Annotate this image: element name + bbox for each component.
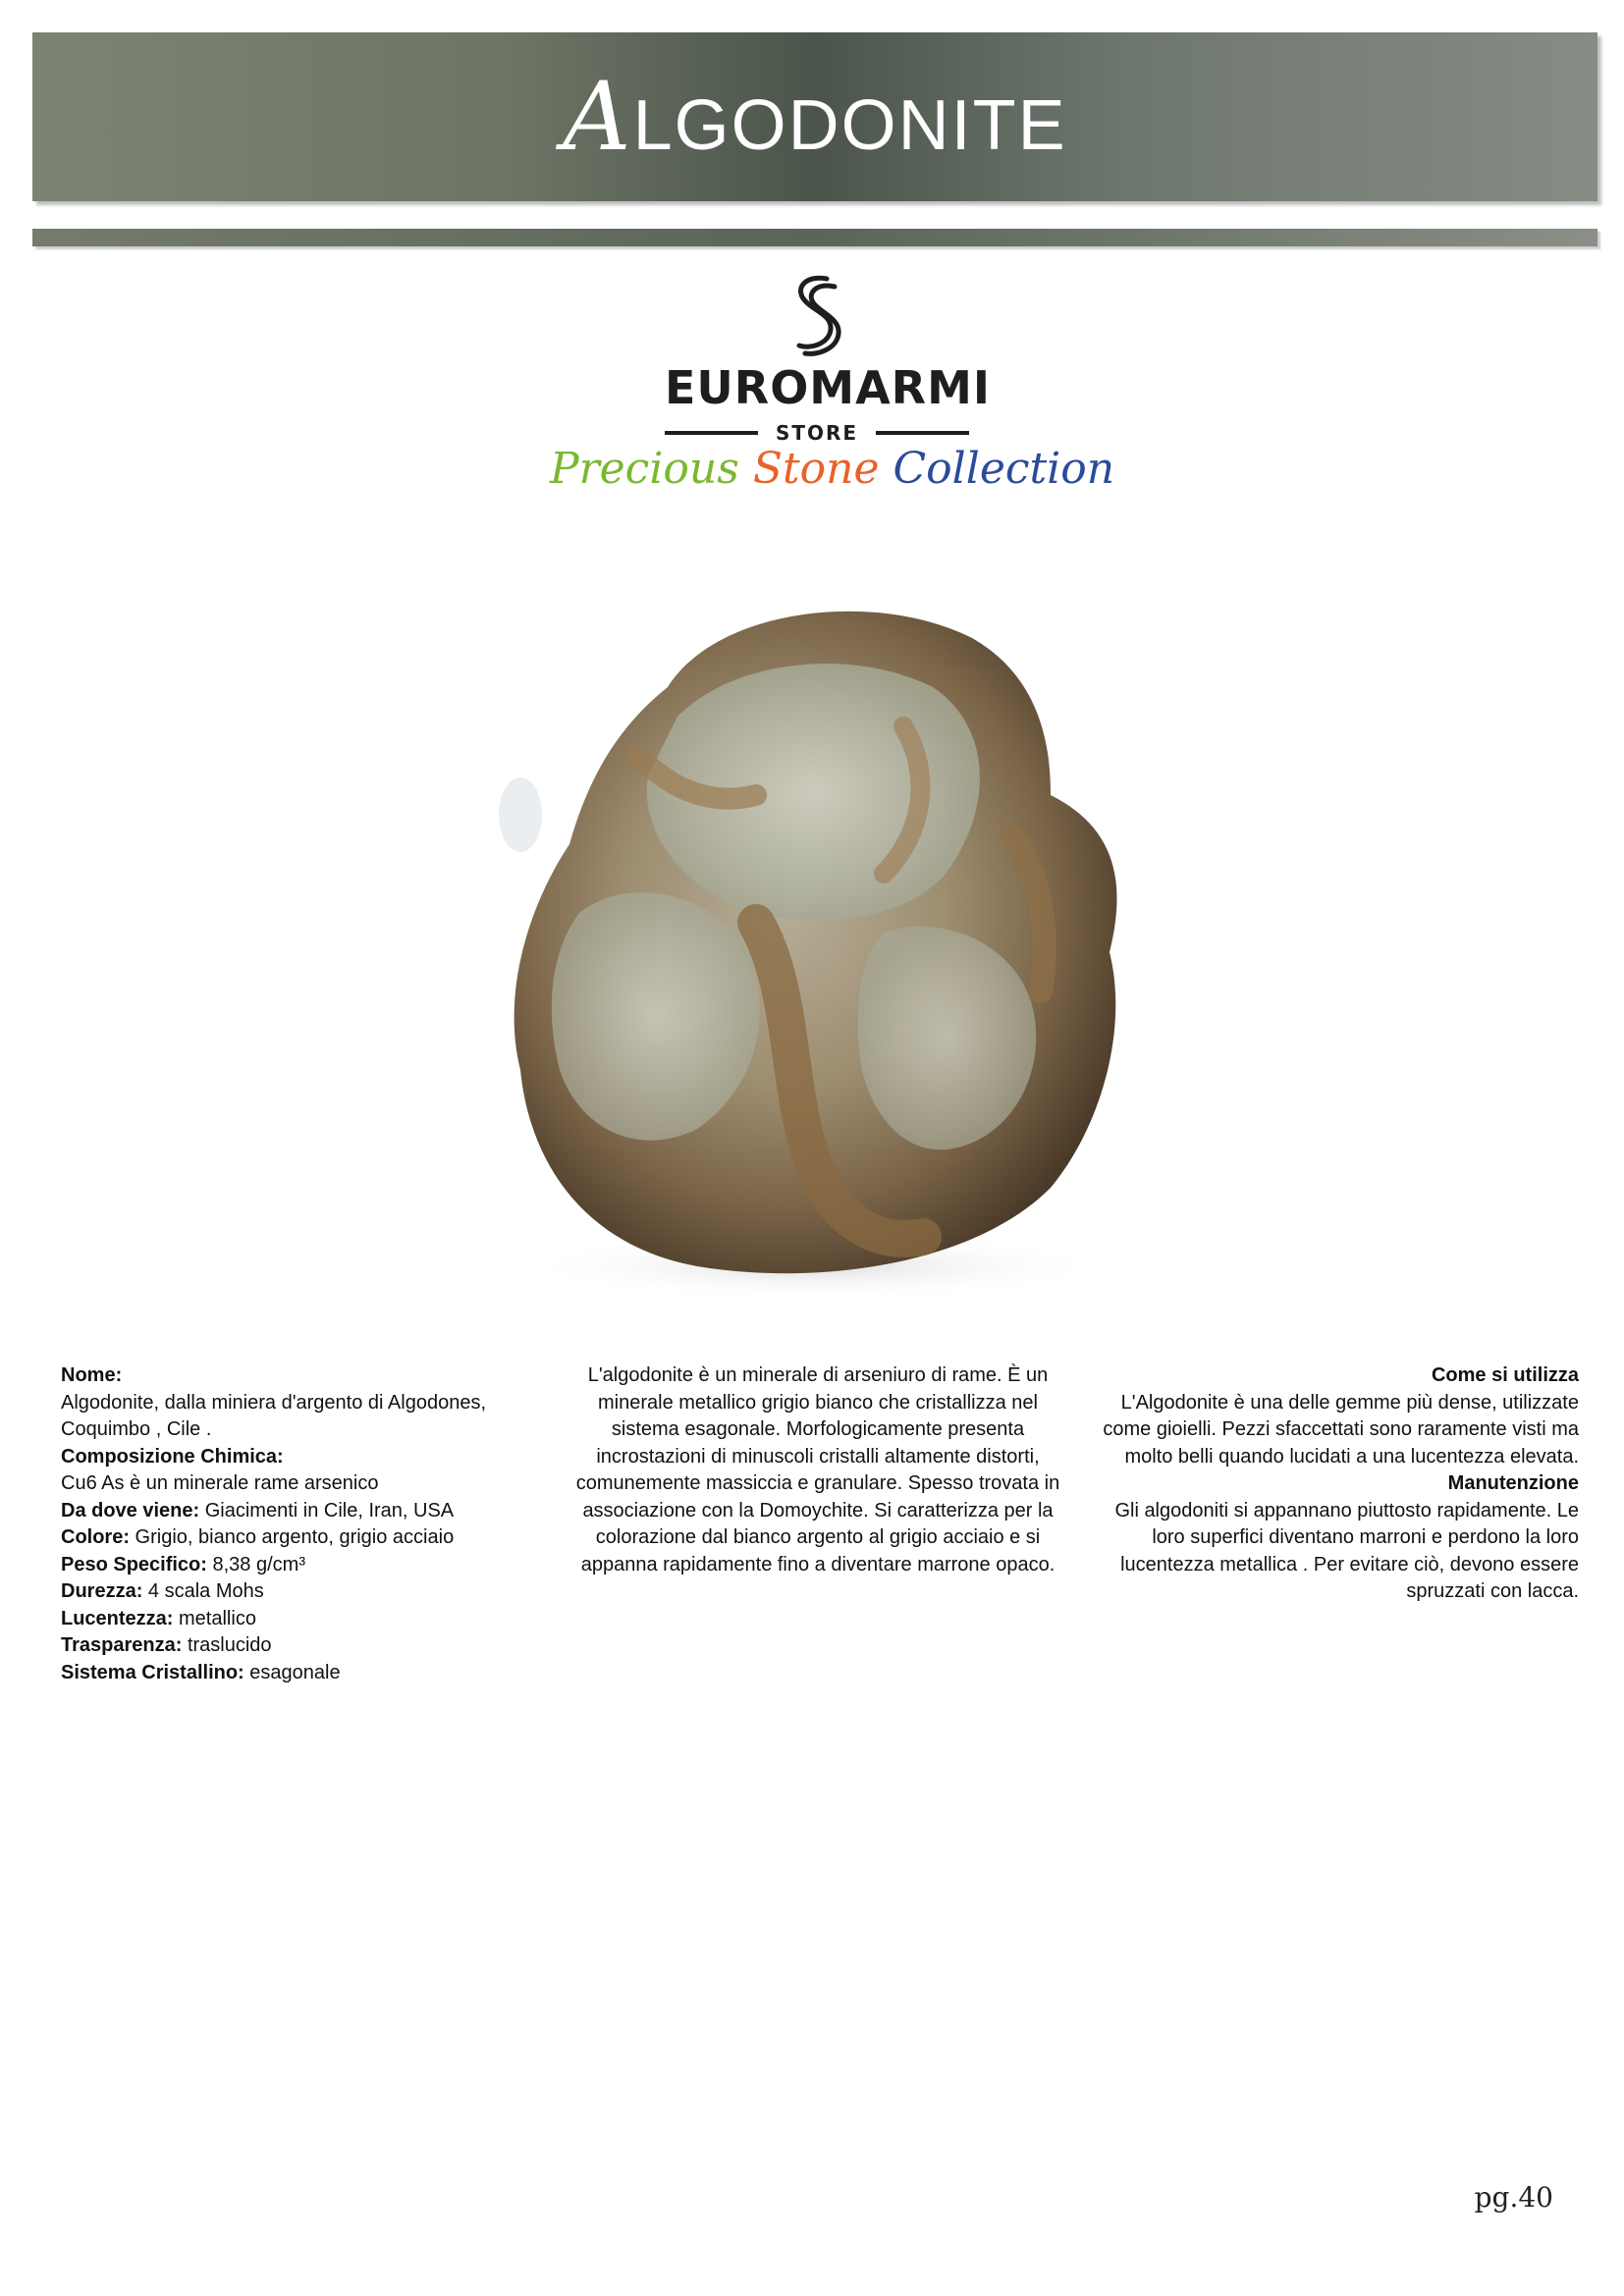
page-title xyxy=(32,32,1597,201)
spec-peso-value: 8,38 g/cm³ xyxy=(206,1553,305,1575)
spec-provenienza-value: Giacimenti in Cile, Iran, USA xyxy=(199,1499,455,1522)
spec-composizione-value: Cu6 As è un minerale rame arsenico xyxy=(61,1472,379,1494)
spec-peso xyxy=(61,1552,552,1579)
spec-durezza-label: Durezza: xyxy=(61,1580,143,1602)
specs-column xyxy=(61,1362,552,1686)
page-number: pg.40 xyxy=(1474,2181,1553,2214)
description-column xyxy=(568,1362,1068,1578)
brand-name: EUROMARMI xyxy=(665,361,991,414)
spec-colore-value: Grigio, bianco argento, grigio acciaio xyxy=(130,1526,455,1548)
logo-s-icon xyxy=(787,273,846,356)
spec-composizione-label: Composizione Chimica: xyxy=(61,1445,284,1468)
spec-provenienza xyxy=(61,1498,552,1525)
description-text: L'algodonite è un minerale di arseniuro di rame. È un minerale metallico grigio bianco che cristallizza nel sistema esagonale. Morfologicamente presenta incrostazioni di minuscoli cristalli altamente distorti, comunemente massiccia e granulare. Spesso trovata in associazione con la Domoychite. Si caratterizza per la colorazione dal bianco argento al grigio acciaio e si appanna rapidamente fino a diventare marrone opaco. xyxy=(575,1364,1060,1575)
page-title-rest: LGODONITE xyxy=(632,86,1067,165)
collection-word-collection: Collection xyxy=(893,444,1115,494)
spec-colore xyxy=(61,1524,552,1552)
store-label: STORE xyxy=(775,421,859,445)
spec-durezza-value: 4 scala Mohs xyxy=(142,1580,264,1602)
collection-word-stone: Stone xyxy=(752,444,880,494)
usage-text: L'Algodonite è una delle gemme più dense, utilizzate come gioielli. Pezzi sfaccettati sono raramente visti ma molto belli quando lucidati a una lucentezza elevata. xyxy=(1103,1391,1579,1468)
spec-colore-label: Colore: xyxy=(61,1526,130,1548)
collection-tagline xyxy=(550,444,1115,494)
divider-band xyxy=(32,229,1597,246)
spec-durezza xyxy=(61,1578,552,1606)
spec-trasparenza-label: Trasparenza: xyxy=(61,1634,183,1656)
spec-sistema-value: esagonale xyxy=(244,1661,341,1683)
spec-sistema-label: Sistema Cristallino: xyxy=(61,1661,244,1683)
spec-provenienza-label: Da dove viene: xyxy=(61,1499,200,1522)
header-band xyxy=(32,32,1597,201)
spec-lucentezza-value: metallico xyxy=(173,1607,256,1629)
store-row xyxy=(665,420,969,446)
spec-nome-label: Nome: xyxy=(61,1364,123,1386)
maintenance-text: Gli algodoniti si appannano piuttosto rapidamente. Le loro superfici diventano marroni e perdono la loro lucentezza metallica . Per evitare ciò, devono essere spruzzati con lacca. xyxy=(1114,1499,1579,1602)
store-rule-right xyxy=(876,431,969,435)
usage-column xyxy=(1080,1362,1579,1606)
mineral-photo xyxy=(461,579,1149,1306)
page-title-initial: A xyxy=(563,62,633,172)
usage-heading: Come si utilizza xyxy=(1431,1364,1579,1386)
maintenance-heading: Manutenzione xyxy=(1447,1472,1579,1494)
collection-word-precious: Precious xyxy=(550,444,739,494)
store-rule-left xyxy=(665,431,758,435)
spec-trasparenza-value: traslucido xyxy=(182,1634,272,1656)
spec-trasparenza xyxy=(61,1632,552,1660)
spec-lucentezza-label: Lucentezza: xyxy=(61,1607,174,1629)
spec-lucentezza xyxy=(61,1606,552,1633)
spec-sistema xyxy=(61,1660,552,1687)
spec-peso-label: Peso Specifico: xyxy=(61,1553,207,1575)
spec-nome-value: Algodonite, dalla miniera d'argento di Algodones, Coquimbo , Cile . xyxy=(61,1391,487,1440)
